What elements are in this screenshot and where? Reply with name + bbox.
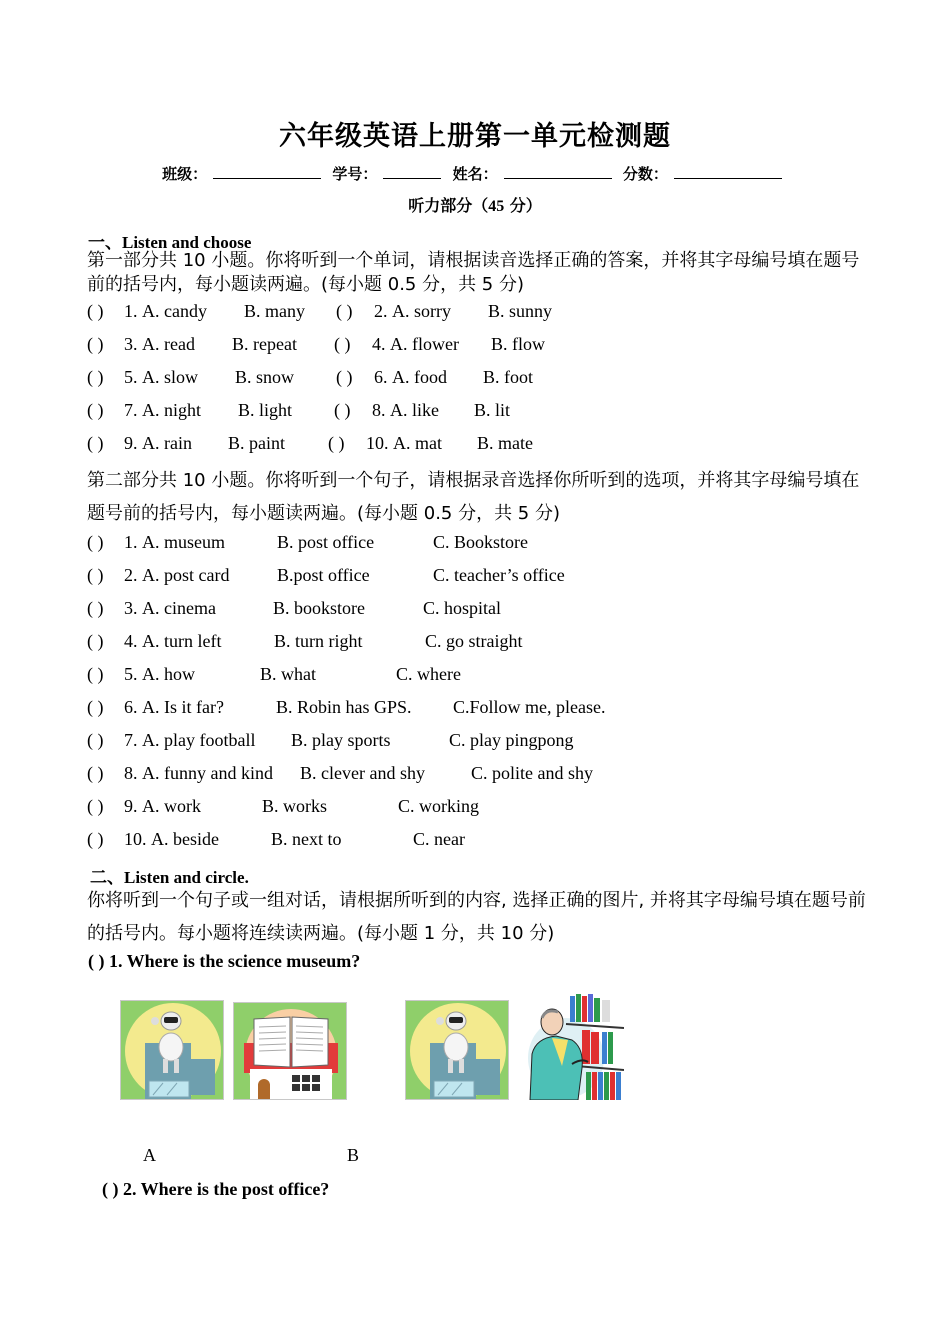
answer-blank[interactable]: ( ) — [334, 400, 351, 420]
answer-blank[interactable]: ( ) — [87, 565, 104, 585]
option-a-label: A — [143, 1145, 156, 1165]
answer-blank[interactable]: ( ) — [334, 334, 351, 354]
librarian-bookshelf-icon[interactable] — [526, 988, 624, 1100]
name-label: 姓名： — [452, 165, 498, 183]
answer-blank[interactable]: ( ) — [87, 697, 104, 717]
section-1-heading: 一、Listen and choose — [88, 233, 252, 253]
answer-blank[interactable]: ( ) — [87, 730, 104, 750]
name-field[interactable] — [504, 164, 612, 179]
answer-blank[interactable]: ( ) — [87, 532, 104, 552]
class-field[interactable] — [213, 164, 321, 179]
section-2-heading: 二、Listen and circle. — [90, 868, 249, 888]
answer-blank[interactable]: ( ) — [87, 631, 104, 651]
section-2-instructions: 你将听到一个句子或一组对话，请根据所听到的内容, 选择正确的图片, 并将其字母编号填在题号前的括号内。每小题将连续读两遍。(每小题 1 分，共 10 分) — [87, 890, 866, 944]
answer-blank[interactable]: ( ) — [87, 796, 104, 816]
robot-icon[interactable] — [405, 1000, 509, 1100]
part-2-instructions: 第二部分共 10 小题。你将听到一个句子，请根据录音选择你所听到的选项，并将其字母编号填在题号前的括号内，每小题读两遍。(每小题 0.5 分，共 5 分) — [87, 470, 860, 524]
class-label: 班级： — [162, 165, 208, 183]
answer-blank[interactable]: ( ) — [87, 433, 104, 453]
robot-icon[interactable] — [120, 1000, 224, 1100]
answer-blank[interactable]: ( ) — [87, 400, 104, 420]
student-number-field[interactable] — [383, 164, 441, 179]
student-number-label: 学号： — [332, 165, 378, 183]
part-1-instructions: 第一部分共 10 小题。你将听到一个单词，请根据读音选择正确的答案，并将其字母编号填在题号前的括号内，每小题读两遍。(每小题 0.5 分，共 5 分) — [87, 250, 860, 295]
answer-blank[interactable]: ( ) — [87, 598, 104, 618]
listening-part-heading: 听力部分（45 分） — [408, 196, 542, 215]
question-1: ( ) 1. Where is the science museum? — [88, 951, 361, 971]
answer-blank[interactable]: ( ) — [336, 301, 353, 321]
answer-blank[interactable]: ( ) — [87, 367, 104, 387]
option-b-label: B — [347, 1145, 360, 1165]
answer-blank[interactable]: ( ) — [88, 951, 105, 971]
answer-blank[interactable]: ( ) — [87, 301, 104, 321]
score-field[interactable] — [674, 164, 782, 179]
answer-blank[interactable]: ( ) — [102, 1179, 119, 1199]
score-label: 分数： — [622, 165, 668, 183]
question-2: ( ) 2. Where is the post office? — [102, 1179, 330, 1199]
answer-blank[interactable]: ( ) — [87, 334, 104, 354]
answer-blank[interactable]: ( ) — [328, 433, 345, 453]
page-title: 六年级英语上册第一单元检测题 — [279, 121, 671, 152]
answer-blank[interactable]: ( ) — [336, 367, 353, 387]
book-building-icon[interactable] — [233, 1002, 347, 1100]
student-info-line — [0, 163, 950, 184]
answer-blank[interactable]: ( ) — [87, 664, 104, 684]
answer-blank[interactable]: ( ) — [87, 763, 104, 783]
answer-blank[interactable]: ( ) — [87, 829, 104, 849]
